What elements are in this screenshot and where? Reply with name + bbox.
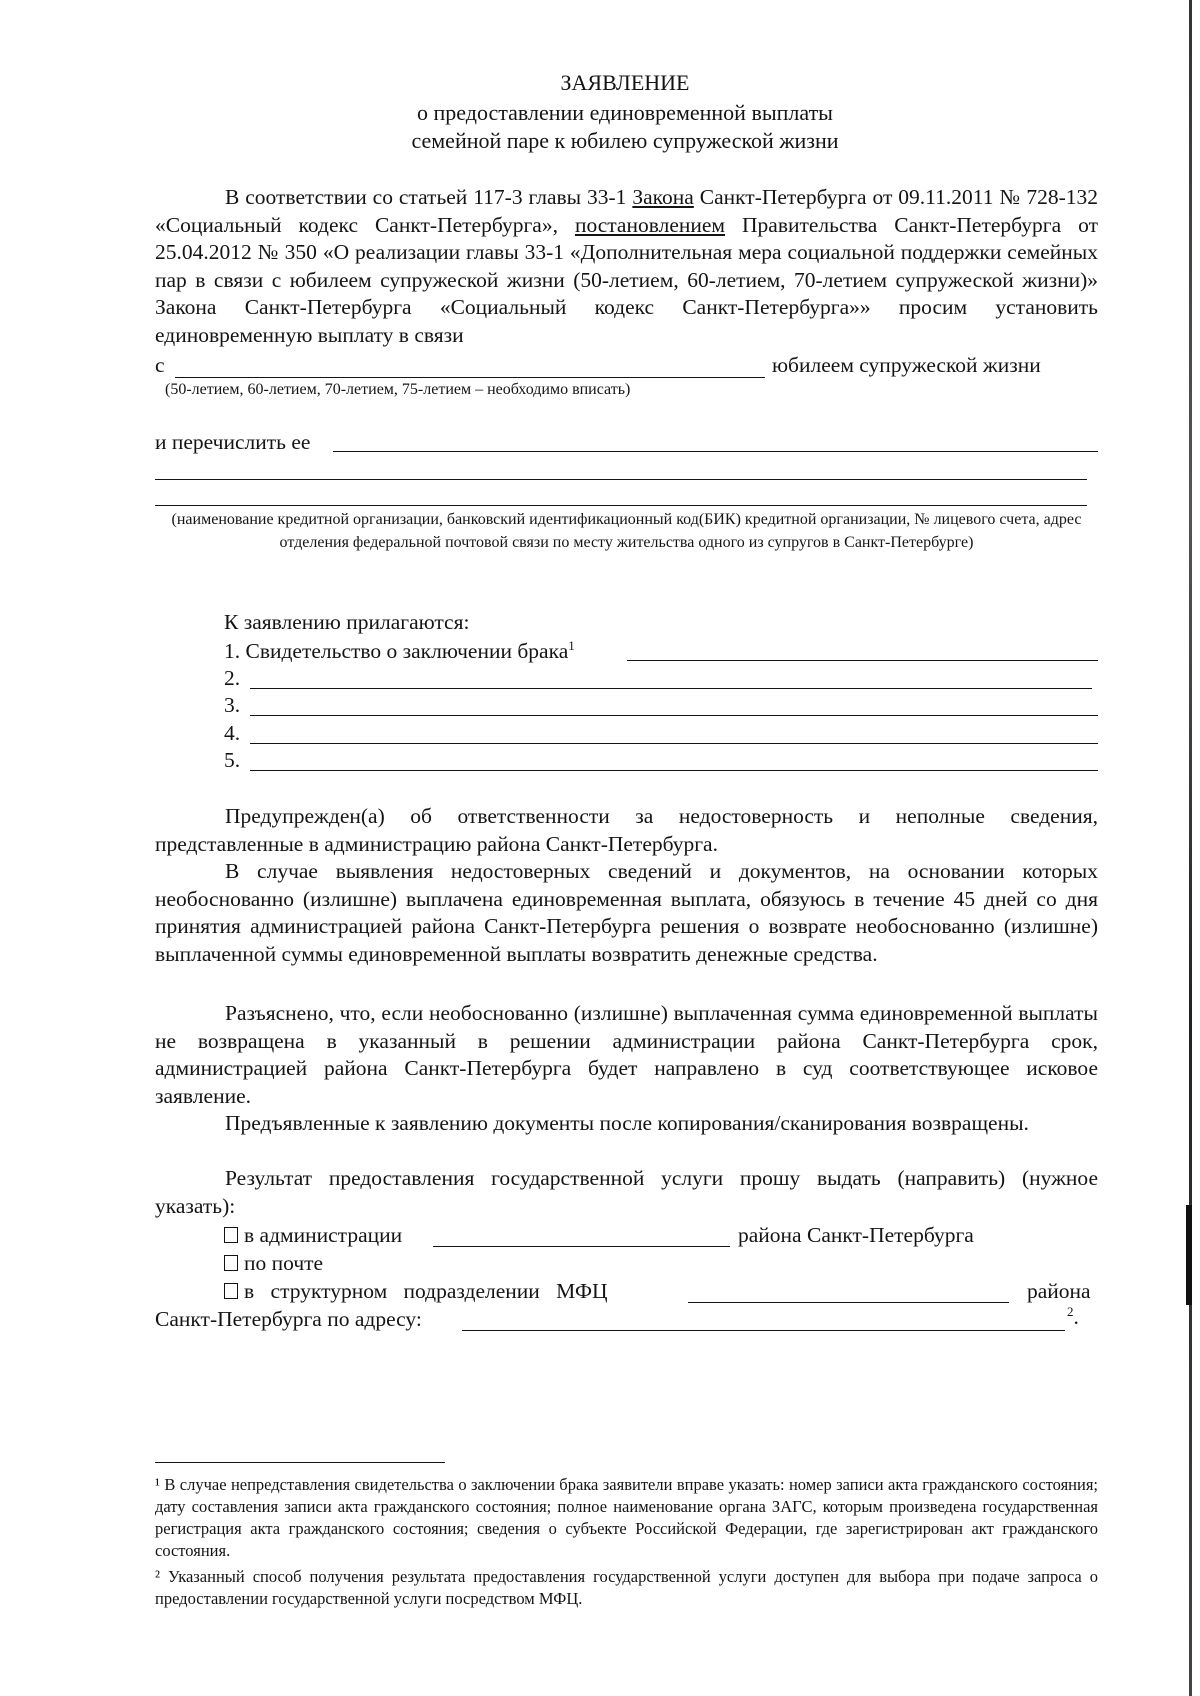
administration-input-line[interactable] [433, 1246, 730, 1247]
warning-paragraph-3: Разъяснено, что, если необоснованно (излишне) выплаченная сумма единовременной выплаты не возвращена в указанный в решении администрации района Санкт-Петербурга срок, администрацией района Санкт-Петербурга будет направлено в суд соответствующее исковое заявление. [155, 1001, 1098, 1108]
document-subtitle-line1: о предоставлении единовременной выплаты [417, 100, 833, 125]
scan-edge [1189, 0, 1192, 1696]
attachment-line-1[interactable] [627, 660, 1098, 661]
document-title: ЗАЯВЛЕНИЕ [560, 70, 690, 95]
document-subtitle-line2: семейной паре к юбилею супружеской жизни [411, 128, 839, 153]
scan-edge-mark [1186, 1205, 1192, 1305]
checkbox-administration[interactable] [224, 1227, 238, 1243]
option-administration[interactable]: в администрации [224, 1223, 402, 1248]
mfc-input-line[interactable] [688, 1302, 1009, 1303]
footnote-2: ² Указанный способ получения результата предоставления государственной услуги доступен для выбора при подаче запроса о предоставлении государственной услуги посредством МФЦ. [155, 1567, 1098, 1608]
attachment-line-2[interactable] [250, 688, 1092, 689]
intro-paragraph: В соответствии со статьей 117-3 главы 33-1 Закона Санкт-Петербурга от 09.11.2011 № 728-132 «Социальный кодекс Санкт-Петербурга», постановлением Правительства Санкт-Петербурга от 25.04.2012 № 350 «О реализации главы 33-1 «Дополнительная мера социальной поддержки семейных пар в связи с юбилеем супружеской жизни (50-летием, 60-летием, 70-летием супружеской жизни)» Закона Санкт-Петербурга «Социальный кодекс Санкт-Петербурга»» просим установить единовременную выплату в связи [155, 185, 1098, 347]
attachment-line-3[interactable] [250, 715, 1098, 716]
mfc-address-input-line[interactable] [462, 1330, 1065, 1331]
attachment-line-4[interactable] [250, 743, 1098, 744]
option-mfc-end: $^2$. [1067, 1304, 1079, 1330]
result-paragraph: Результат предоставления государственной услуги прошу выдать (направить) (нужное указать): [155, 1166, 1098, 1218]
checkbox-post[interactable] [224, 1255, 238, 1271]
bank-input-line-2[interactable] [155, 479, 1087, 480]
attachment-item-1: 1. Свидетельство о заключении брака$^1$ [224, 638, 575, 664]
footnote-separator [155, 1462, 445, 1463]
attachment-item-5: 5. [224, 748, 241, 772]
bank-hint: (наименование кредитной организации, банковский идентификационный код(БИК) кредитной организации, № лицевого счета, адрес отделения федеральной почтовой связи по месту жительства одного из супругов в Санкт-Петербурге) [171, 511, 1082, 551]
zakon-link[interactable]: Закона [632, 185, 694, 209]
jubilee-hint: (50-летием, 60-летием, 70-летием, 75-летием – необходимо вписать) [165, 381, 631, 398]
option-mfc-suffix: района [1027, 1279, 1091, 1303]
bank-input-line-1[interactable] [333, 451, 1098, 452]
option-mfc[interactable]: в структурном подразделении МФЦ [224, 1279, 608, 1304]
option-mfc-address-label: Санкт-Петербурга по адресу: [155, 1307, 422, 1331]
warning-paragraph-2: В случае выявления недостоверных сведений и документов, на основании которых необоснованно (излишне) выплачена единовременная выплата, обязуюсь в течение 45 дней со дня принятия администрацией района Санкт-Петербурга решения о возврате необоснованно (излишне) выплаченной суммы единовременной выплаты возвратить денежные средства. [155, 859, 1098, 966]
jubilee-input-line[interactable] [175, 377, 765, 378]
attachment-item-4: 4. [224, 721, 241, 745]
bank-input-line-3[interactable] [155, 505, 1087, 506]
transfer-label: и перечислить ее [155, 430, 311, 454]
attachment-item-3: 3. [224, 693, 241, 717]
jubilee-suffix: юбилеем супружеской жизни [772, 353, 1041, 377]
postanovlenie-link[interactable]: постановлением [574, 212, 726, 237]
footnote-1: ¹ В случае непредставления свидетельства о заключении брака заявители вправе указать: номер записи акта гражданского состояния; дату составления записи акта гражданского состояния; полное наименование органа ЗАГС, которым произведена государственная регистрация акта гражданского состояния; сведения о субъекте Российской Федерации, где зарегистрирован акт гражданского состояния. [155, 1475, 1098, 1560]
attachments-heading: К заявлению прилагаются: [224, 610, 470, 634]
warning-paragraph-4: Предъявленные к заявлению документы после копирования/сканирования возвращены. [225, 1111, 1029, 1135]
option-administration-suffix: района Санкт-Петербурга [738, 1223, 974, 1247]
attachment-item-2: 2. [224, 666, 241, 690]
checkbox-mfc[interactable] [224, 1283, 238, 1299]
jubilee-prefix: с [155, 353, 165, 377]
attachment-line-5[interactable] [250, 770, 1098, 771]
option-post[interactable]: по почте [224, 1251, 323, 1276]
warning-paragraph-1: Предупрежден(а) об ответственности за недостоверность и неполные сведения, представленные в администрацию района Санкт-Петербурга. [155, 804, 1098, 856]
